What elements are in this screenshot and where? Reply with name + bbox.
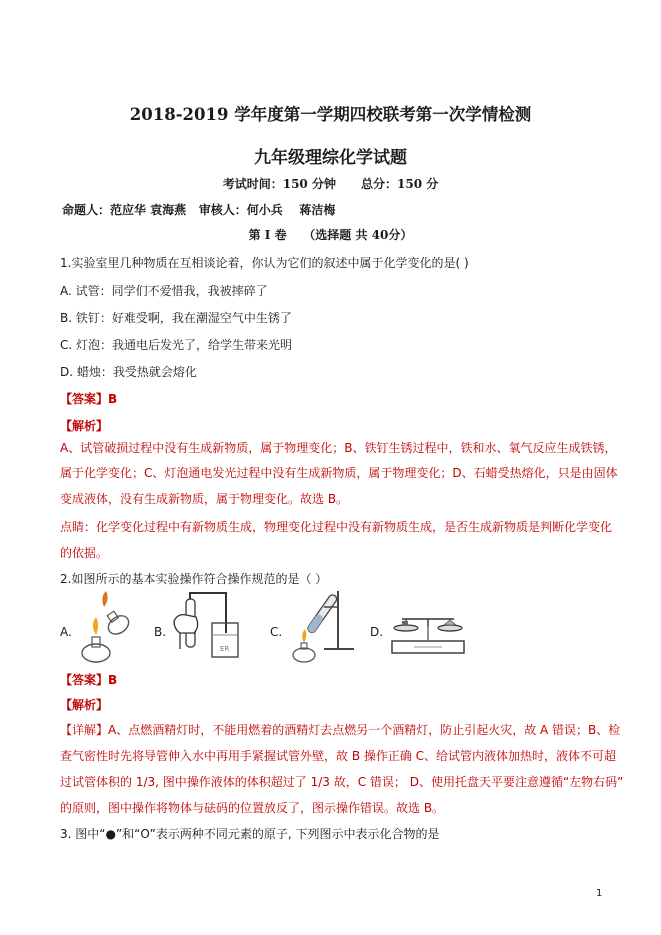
q2-label-c: C. <box>270 625 283 639</box>
q1-option-d: D. 蜡烛：我受热就会熔化 <box>60 365 197 379</box>
q2-analysis-label: 【解析】 <box>60 698 109 712</box>
exam-title: 2018-2019 学年度第一学期四校联考第一次学情检测 <box>129 105 532 124</box>
alcohol-lamp-lighting-icon <box>74 587 134 667</box>
q1-option-a: A. 试管：同学们不爱惜我，我被摔碎了 <box>60 284 268 298</box>
exam-subtitle: 九年级理综化学试题 <box>254 148 407 168</box>
q2-label-d: D. <box>370 625 384 639</box>
section-heading: 第 I 卷 （选择题 共 40分） <box>248 228 413 242</box>
exam-info: 考试时间：150 分钟 总分：150 分 <box>222 177 439 191</box>
q2-label-b: B. <box>154 625 167 639</box>
q1-analysis-line: 变成液体，没有生成新物质，属于物理变化。故选 B。 <box>60 492 349 506</box>
q2-analysis-line: 过试管体积的 1/3, 图中操作液体的体积超过了 1/3 故，C 错误； D、使用托盘天平要注意遵循“左物右码” <box>60 775 624 789</box>
q1-option-c: C. 灯泡：我通电后发光了，给学生带来光明 <box>60 338 293 352</box>
page-number: 1 <box>596 888 603 899</box>
q2-label-a: A. <box>60 625 72 639</box>
q2-analysis-line: 查气密性时先将导管伸入水中再用手紧握试管外壁，故 B 操作正确 C、给试管内液体加热时，液体不可超 <box>60 749 617 763</box>
q1-analysis-line: 的依据。 <box>60 546 109 560</box>
q1-answer: 【答案】B <box>60 392 118 406</box>
airtightness-check-icon <box>168 587 248 667</box>
balance-scale-icon <box>384 587 470 667</box>
q2-analysis-line: 【详解】A、点燃酒精灯时，不能用燃着的酒精灯去点燃另一个酒精灯，防止引起火灾，故 A 错误；B、检 <box>60 723 621 737</box>
staff-line: 命题人：范应华 袁海燕 审核人：何小兵 蒋洁梅 <box>62 203 336 217</box>
q2-stem: 2.如图所示的基本实验操作符合操作规范的是（ ） <box>60 572 328 586</box>
q1-analysis-line: A、试管破损过程中没有生成新物质，属于物理变化；B、铁钉生锈过程中，铁和水、氧气反应生成铁锈， <box>60 441 617 455</box>
svg-text:ER: ER <box>220 645 230 653</box>
q2-analysis-line: 的原则，图中操作将物体与砝码的位置放反了，图示操作错误。故选 B。 <box>60 801 445 815</box>
q2-answer: 【答案】B <box>60 673 118 687</box>
q1-stem: 1.实验室里几种物质在互相谈论着，你认为它们的叙述中属于化学变化的是( ) <box>60 256 469 270</box>
q2-figure-row <box>60 587 460 667</box>
q1-analysis-line: 属于化学变化；C、灯泡通电发光过程中没有生成新物质，属于物理变化；D、石蜡受热熔化，只是由固体 <box>60 466 618 480</box>
test-tube-heating-icon <box>284 587 356 667</box>
q1-analysis-line: 点睛：化学变化过程中有新物质生成，物理变化过程中没有新物质生成，是否生成新物质是判断化学变化 <box>60 520 613 534</box>
q3-stem: 3. 图中“●”和“O”表示两种不同元素的原子, 下列图示中表示化合物的是 <box>60 827 440 841</box>
q1-analysis-label: 【解析】 <box>60 419 109 433</box>
q1-option-b: B. 铁钉：好难受啊，我在潮湿空气中生锈了 <box>60 311 292 325</box>
